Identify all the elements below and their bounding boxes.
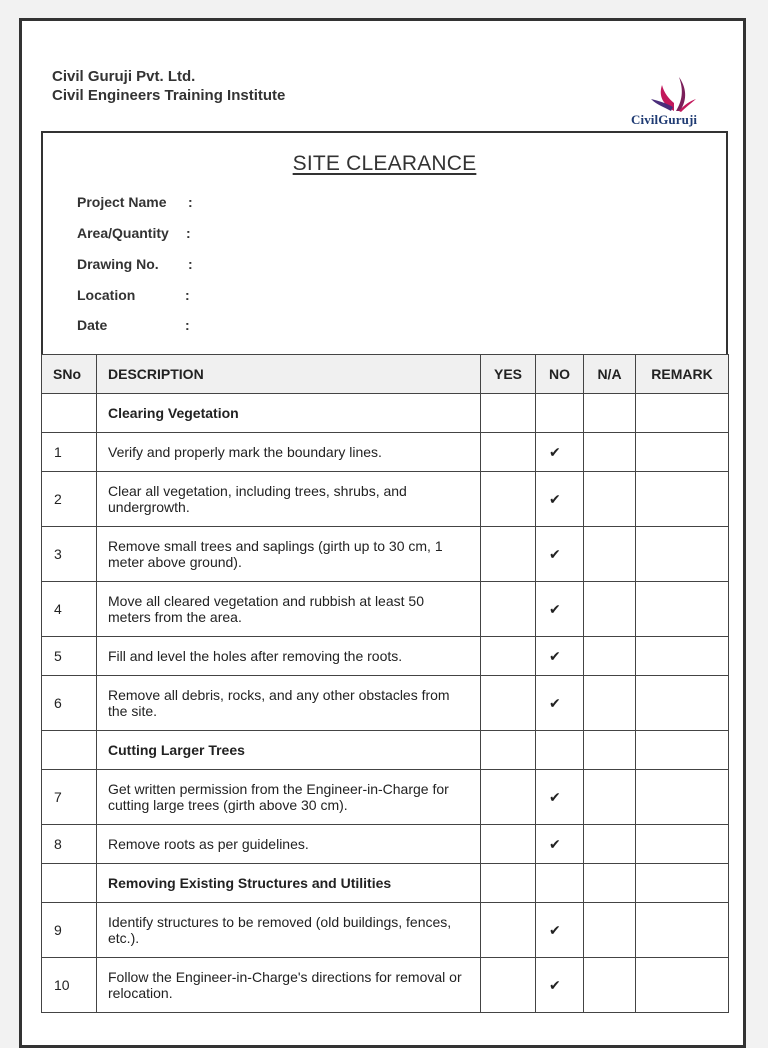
no-cell[interactable] xyxy=(536,731,584,770)
description-cell: Remove roots as per guidelines. xyxy=(97,825,481,864)
yes-cell[interactable] xyxy=(481,472,536,527)
column-header-description: DESCRIPTION xyxy=(97,355,481,394)
description-cell: Remove small trees and saplings (girth up to 30 cm, 1 meter above ground). xyxy=(97,527,481,582)
na-cell[interactable] xyxy=(584,903,636,958)
na-cell[interactable] xyxy=(584,394,636,433)
section-row xyxy=(42,731,729,770)
yes-cell[interactable] xyxy=(481,394,536,433)
na-cell[interactable] xyxy=(584,676,636,731)
sno-cell: 4 xyxy=(42,582,97,637)
column-header-sno: SNo xyxy=(42,355,97,394)
table-row xyxy=(42,433,729,472)
sno-cell xyxy=(42,864,97,903)
project-info-box xyxy=(41,131,728,356)
field-colon: : xyxy=(185,317,190,333)
remark-cell[interactable] xyxy=(636,472,729,527)
field-colon: : xyxy=(188,194,193,210)
yes-cell[interactable] xyxy=(481,637,536,676)
section-title: Clearing Vegetation xyxy=(97,394,481,433)
field-project-name xyxy=(77,194,193,210)
site-clearance-checklist xyxy=(41,354,729,1013)
remark-cell[interactable] xyxy=(636,731,729,770)
no-checkmark-icon[interactable]: ✔ xyxy=(536,770,584,825)
table-row xyxy=(42,472,729,527)
yes-cell[interactable] xyxy=(481,582,536,637)
na-cell[interactable] xyxy=(584,958,636,1013)
table-row xyxy=(42,903,729,958)
remark-cell[interactable] xyxy=(636,825,729,864)
field-label: Project Name xyxy=(77,194,167,210)
no-checkmark-icon[interactable]: ✔ xyxy=(536,472,584,527)
na-cell[interactable] xyxy=(584,864,636,903)
na-cell[interactable] xyxy=(584,527,636,582)
yes-cell[interactable] xyxy=(481,825,536,864)
table-header-row xyxy=(42,355,729,394)
sno-cell: 7 xyxy=(42,770,97,825)
na-cell[interactable] xyxy=(584,825,636,864)
na-cell[interactable] xyxy=(584,637,636,676)
remark-cell[interactable] xyxy=(636,433,729,472)
description-cell: Remove all debris, rocks, and any other obstacles from the site. xyxy=(97,676,481,731)
no-cell[interactable] xyxy=(536,394,584,433)
section-title: Removing Existing Structures and Utilities xyxy=(97,864,481,903)
column-header-yes: YES xyxy=(481,355,536,394)
remark-cell[interactable] xyxy=(636,637,729,676)
field-colon: : xyxy=(185,287,190,303)
field-label: Area/Quantity xyxy=(77,225,169,241)
no-checkmark-icon[interactable]: ✔ xyxy=(536,637,584,676)
remark-cell[interactable] xyxy=(636,527,729,582)
description-cell: Follow the Engineer-in-Charge's directions for removal or relocation. xyxy=(97,958,481,1013)
table-row xyxy=(42,676,729,731)
remark-cell[interactable] xyxy=(636,903,729,958)
na-cell[interactable] xyxy=(584,770,636,825)
na-cell[interactable] xyxy=(584,582,636,637)
document-sheet xyxy=(19,18,746,1048)
field-date xyxy=(77,317,190,333)
remark-cell[interactable] xyxy=(636,864,729,903)
description-cell: Verify and properly mark the boundary lines. xyxy=(97,433,481,472)
sno-cell: 2 xyxy=(42,472,97,527)
page-title: SITE CLEARANCE xyxy=(292,152,477,175)
field-colon: : xyxy=(188,256,193,272)
yes-cell[interactable] xyxy=(481,676,536,731)
na-cell[interactable] xyxy=(584,731,636,770)
description-cell: Get written permission from the Engineer-in-Charge for cutting large trees (girth above 30 cm). xyxy=(97,770,481,825)
field-label: Date xyxy=(77,317,108,333)
description-cell: Fill and level the holes after removing the roots. xyxy=(97,637,481,676)
company-name: Civil Guruji Pvt. Ltd. xyxy=(52,68,196,85)
sno-cell: 3 xyxy=(42,527,97,582)
yes-cell[interactable] xyxy=(481,770,536,825)
logo-wordmark: CivilGuruji xyxy=(631,112,698,127)
field-label: Location xyxy=(77,287,136,303)
sno-cell: 9 xyxy=(42,903,97,958)
field-drawing-no xyxy=(77,256,193,272)
section-row xyxy=(42,394,729,433)
field-location xyxy=(77,287,190,303)
column-header-na: N/A xyxy=(584,355,636,394)
yes-cell[interactable] xyxy=(481,958,536,1013)
description-cell: Clear all vegetation, including trees, shrubs, and undergrowth. xyxy=(97,472,481,527)
table-row xyxy=(42,958,729,1013)
yes-cell[interactable] xyxy=(481,433,536,472)
no-checkmark-icon[interactable]: ✔ xyxy=(536,433,584,472)
sno-cell xyxy=(42,394,97,433)
sno-cell xyxy=(42,731,97,770)
section-title: Cutting Larger Trees xyxy=(97,731,481,770)
field-area-quantity xyxy=(77,225,191,241)
sno-cell: 5 xyxy=(42,637,97,676)
table-row xyxy=(42,637,729,676)
table-row xyxy=(42,582,729,637)
no-checkmark-icon[interactable]: ✔ xyxy=(536,903,584,958)
no-cell[interactable] xyxy=(536,864,584,903)
no-checkmark-icon[interactable]: ✔ xyxy=(536,958,584,1013)
column-header-no: NO xyxy=(536,355,584,394)
no-checkmark-icon[interactable]: ✔ xyxy=(536,676,584,731)
yes-cell[interactable] xyxy=(481,864,536,903)
yes-cell[interactable] xyxy=(481,903,536,958)
yes-cell[interactable] xyxy=(481,527,536,582)
table-row xyxy=(42,527,729,582)
sno-cell: 10 xyxy=(42,958,97,1013)
remark-cell[interactable] xyxy=(636,394,729,433)
description-cell: Identify structures to be removed (old buildings, fences, etc.). xyxy=(97,903,481,958)
field-label: Drawing No. xyxy=(77,256,159,272)
sno-cell: 8 xyxy=(42,825,97,864)
no-checkmark-icon[interactable]: ✔ xyxy=(536,582,584,637)
sno-cell: 1 xyxy=(42,433,97,472)
field-colon: : xyxy=(186,225,191,241)
remark-cell[interactable] xyxy=(636,676,729,731)
company-header xyxy=(52,67,285,105)
remark-cell[interactable] xyxy=(636,770,729,825)
remark-cell[interactable] xyxy=(636,958,729,1013)
na-cell[interactable] xyxy=(584,433,636,472)
section-row xyxy=(42,864,729,903)
civilguruji-logo xyxy=(624,69,724,131)
description-cell: Move all cleared vegetation and rubbish at least 50 meters from the area. xyxy=(97,582,481,637)
column-header-remark: REMARK xyxy=(636,355,729,394)
no-checkmark-icon[interactable]: ✔ xyxy=(536,825,584,864)
sno-cell: 6 xyxy=(42,676,97,731)
na-cell[interactable] xyxy=(584,472,636,527)
no-checkmark-icon[interactable]: ✔ xyxy=(536,527,584,582)
table-row xyxy=(42,770,729,825)
company-tagline: Civil Engineers Training Institute xyxy=(52,87,286,104)
remark-cell[interactable] xyxy=(636,582,729,637)
yes-cell[interactable] xyxy=(481,731,536,770)
table-row xyxy=(42,825,729,864)
